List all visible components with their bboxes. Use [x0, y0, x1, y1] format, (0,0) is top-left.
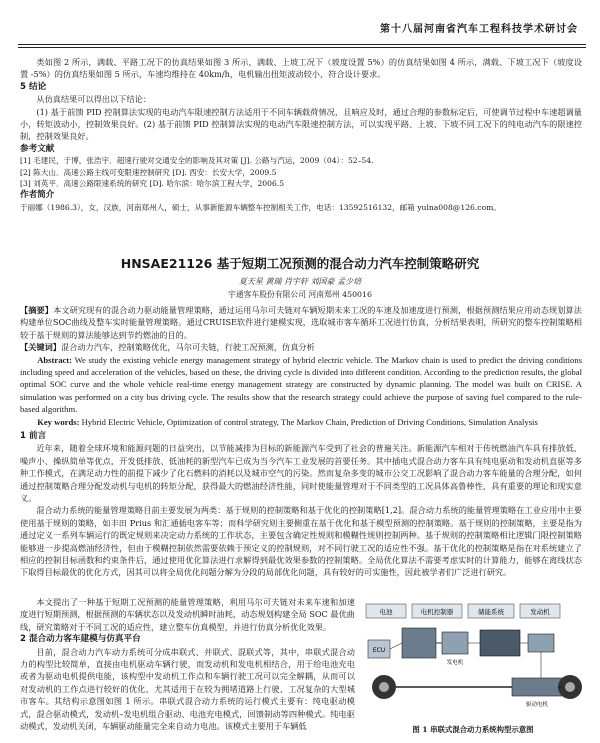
- paragraph: 本文提出了一种基于短期工况预测的能量管理策略，利用马尔可夫链对未来车速和加速度进行短期预测，根据预测的车辆状态以及发动机瞬时油耗，动态规划构建全局 SOC 最优曲线，研究策略对于不同工况的适应性，建立整车仿真模型，并进行仿真分析优化效果。: [20, 597, 355, 632]
- header-rule-thin: [18, 47, 586, 48]
- keywords-label: 【关键词】: [20, 342, 61, 353]
- header-rule: [18, 44, 586, 45]
- keywords-text: 混合动力汽车，控制策略优化，马尔可夫链，行驶工况预测，仿真分析: [60, 342, 315, 353]
- introduction: [20, 430, 582, 579]
- legend-engine: 发动机: [530, 608, 550, 616]
- reference-item: [2] 陈大山．高速公路主线可变限速控制研究 [D]. 西安：长安大学，2009.5: [20, 167, 277, 177]
- keywords-en-text: Hybrid Electric Vehicle, Optimization of control strategy, The Markov Chain, Prediction of Driving Conditions, Simulation Analysis: [81, 416, 538, 427]
- keywords-cn: [20, 341, 582, 353]
- drive-motor-label: 驱动电机: [525, 702, 549, 708]
- reference-item: [3] 刘英平．高速公路限速系统的研究 [D]. 哈尔滨：哈尔滨工程大学，2006.5: [20, 179, 285, 189]
- abstract-label: 【摘要】: [20, 305, 54, 315]
- generator-label: 发电机: [446, 660, 464, 666]
- legend-motor-ctrl: 电机控制器: [420, 608, 454, 616]
- abstract-en-text: We study the existing vehicle energy management strategy of hybrid electric vehicle. The Markov chain is used to predict the driving conditions including speed and acceleration of the vehicles, based on these, the driving cycle is divided into different condition. According to the prediction results, the global optimal SOC curve and the whole vehicle real-time energy management strategy are constructed by dynamic planning. The model was built on CRISE. A simulation was performed on a city bus driving cycle. The results show that the research strategy could achieve the purpose of saving fuel compared to the rule-based algorithm.: [20, 354, 582, 415]
- generator-block: [442, 632, 468, 654]
- ecu-label: ECU: [372, 647, 386, 654]
- motor-controller-block: [528, 634, 554, 652]
- references-heading: 参考文献: [20, 143, 55, 154]
- section-heading: 5 结论: [20, 81, 47, 92]
- section-heading: 2 混合动力客车建模与仿真平台: [20, 634, 141, 645]
- paper-affiliation: 宇通客车股份有限公司 河南郑州 450016: [228, 290, 372, 299]
- abstract-text: 本文研究现有的混合动力驱动能量管理策略，通过运用马尔可夫链对车辆短期未来工况的车速及加速度进行预测，根据预测结果应用动态规划算法构建单位SOC曲线及整车实时能量管理策略。通过CRUISE软件进行建模实现，选取城市客车循环工况进行仿真，分析结果表明，所研究的整车控制策略相较于基于规则的算法能够达到节约燃油的目的。: [20, 305, 582, 340]
- paper-title: HNSAE21126 基于短期工况预测的混合动力汽车控制策略研究: [120, 256, 480, 271]
- previous-paper-tail: [20, 56, 582, 213]
- keywords-en: [20, 416, 582, 428]
- legend-storage: 储能系统: [478, 608, 504, 616]
- abstract-block: [20, 304, 582, 428]
- author-bio: 于丽娜（1986.3），女，汉族，河南郑州人，硕士，从事新能源车辆整车控制相关工作，电话：13592516132，邮箱 yulna008@126.com。: [20, 202, 501, 212]
- paper-authors: 夏天星 黄瑞 肖宇轩 刘国豪 孟少培: [238, 277, 362, 286]
- paragraph: 混合动力系统的能量管理策略目前主要发展为两类：基于规则的控制策略和基于优化的控制策略[1,2]。混合动力系统的能量管理策略在工业应用中主要使用基于规则的策略，如丰田 Prius 和汇通插电客车等；而科学研究则主要侧重在基于优化和基于模型预测的控制策略。基于规则的控制策略，主要是指为通过定义一系列车辆运行的既定规则来决定动力系统的工作状态，主要包含确定性规则和模糊性规则控制两种。基于规则的控制策略相比逻辑门限控制策略能够进一步提高燃油经济性，但由于模糊控制依然需要依赖于预定义的控制规则，对不同行驶工况的适应性不强。基于优化的控制策略是指在对系统建立了相应的控制目标函数和约束条件后，通过使用优化算法进行求解得到最优效果参数的控制策略。全局优化算法不需要考虑实时的计算能力，能够在离线状态下取得目标最优的优化方式，因其可以将全局优化问题分解为分段的局部优化问题，具有较好的可实施性，因此被学者们广泛进行研究。: [20, 505, 582, 578]
- running-header: 第十八届河南省汽车工程科技学术研讨会: [380, 24, 578, 35]
- battery-pack: [480, 630, 520, 656]
- paragraph: 从仿真结果可以得出以下结论：: [36, 94, 152, 105]
- paragraph: (1) 基于前馈 PID 控制算法实现的电动汽车限速控制方法适用于不同车辆载荷情况，且响应及时，通过合理的参数标定后，可使调节过程中车速超调量小，转矩波动小，控制效果良好。(2) 基于前馈 PID 控制算法实现的电动汽车限速控制方法，可以实现平路、上坡、下坡不同工况下的纯电动汽车的限速控制，控制效果良好。: [20, 106, 582, 142]
- keywords-en-label: Key words:: [37, 416, 80, 427]
- section-heading: 1 前言: [20, 431, 47, 441]
- figure-caption: 图 1 串联式混合动力系统构型示意图: [412, 725, 534, 734]
- author-bio-heading: 作者简介: [20, 190, 55, 201]
- abstract-cn: [20, 304, 582, 341]
- figure-1-schematic: [362, 600, 584, 722]
- paragraph: 近年来，随着全球环境和能源问题的日益突出，以节能减排为目标的新能源汽车受到了社会的普遍关注。新能源汽车相对于传统燃油汽车具有排放低、噪声小、操纵简单等优点，开发低排放、低油耗的新型汽车已成为当今汽车工业发展的首要任务。其中插电式混合动力客车具有纯电驱动和发动机直驱等多种工作模式，在满足动力性的前提下减少了化石燃料的消耗以及城市空气的污染。然而复杂多变的城市公交工况影响了混合动力客车能量的合理分配，如何通过控制策略合理分配发动机与电机的转矩分配，获得最大的燃油经济性能，同时使能量管理对于不同类型的工况具体高鲁棒性，具有重要的理论和现实意义。: [20, 443, 582, 504]
- abstract-en: [20, 354, 582, 416]
- left-column: [20, 596, 355, 732]
- engine-block: [402, 628, 436, 658]
- reference-item: [1] 毛建民，于博，张浩宇．超速行驶对交通安全的影响及其对策 [J]. 公路与汽运，2009（04）：52–54.: [20, 156, 374, 166]
- paragraph: 类如图 2 所示，满载、平路工况下的仿真结果如图 3 所示，满载、上坡工况下（坡度设置 5%）的仿真结果如图 4 所示，满载、下坡工况下（坡度设置 -5%）的仿真结果如图 5 所示，车速均维持在 40km/h，电机输出扭矩波动较小，符合设计要求。: [20, 57, 582, 80]
- paragraph: 目前，混合动力汽车动力系统可分成串联式、并联式、混联式等，其中，串联式混合动力的构型比较简单，直接由电机驱动车辆行驶，而发动机和发电机相结合，用于给电池充电或者为驱动电机提供电能，该构型中发动机工作点和车辆行驶工况可以完全解耦，从而可以对发动机的工作点进行较好的优化，尤其适用于在较为拥堵道路上行驶、工况复杂的大型城市客车。其结构示意图如图 1 所示。串联式混合动力系统的运行模式主要有：纯电驱动模式，混合驱动模式，发动机–发电机组合驱动、电池充电模式，回馈制动等四种模式。纯电驱动模式，发动机关闭，车辆驱动能量完全来自动力电池。该模式主要用于车辆低: [20, 646, 355, 732]
- abstract-en-label: Abstract:: [37, 354, 73, 365]
- drive-motor-block: [512, 678, 562, 696]
- wheel-hub-right: [565, 682, 575, 692]
- wheel-hub-left: [379, 682, 389, 692]
- legend-battery: 电池: [379, 608, 393, 616]
